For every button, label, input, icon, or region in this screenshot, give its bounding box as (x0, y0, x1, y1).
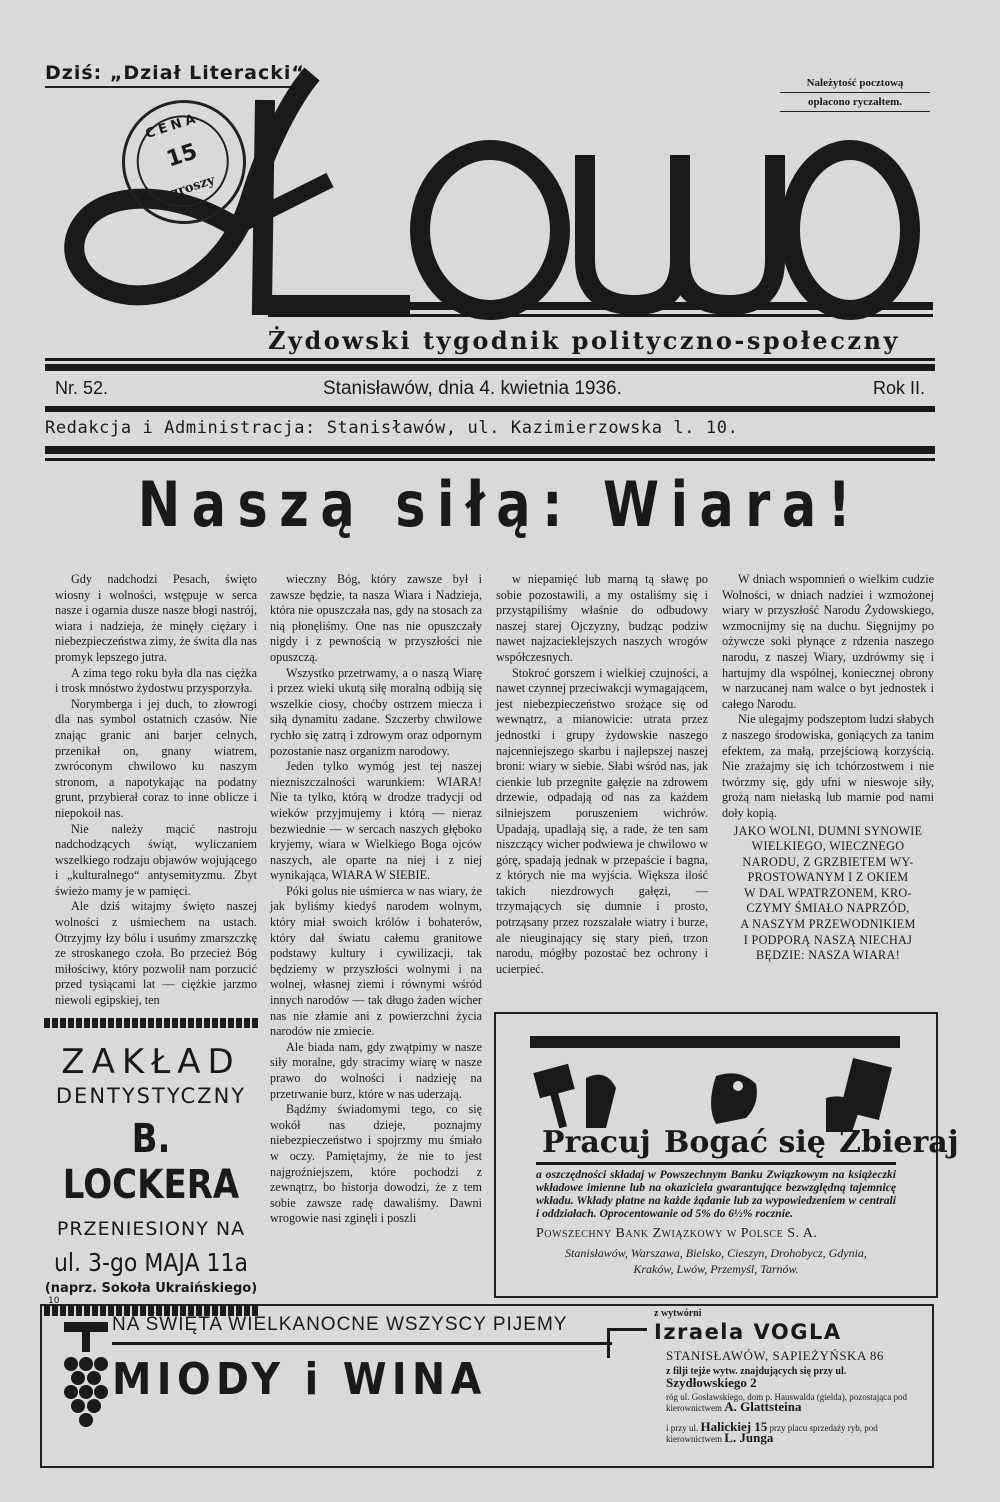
issue-year: Rok II. (872, 378, 925, 398)
issue-info-row (55, 378, 925, 404)
rule (607, 1328, 610, 1358)
ad-wines-headline: NA ŚWIĘTA WIELKANOCNE WSZYSCY PIJEMY (112, 1314, 568, 1335)
article-paragraph: Ale dziś witajmy święto naszej wolności z uśmiechem na ustach. Otrzyjmy łzy bólu i usuńmy zmarszczkę ze stroskanego czoła. Bo przecież Bóg miłościwy, który pozwolił nam porzucić przed tysiącami lat — ciężkie jarzmo niewoli egipskiej, ten (55, 899, 257, 1008)
ad-dental-address: ul. 3-go MAJA 11a (53, 1248, 249, 1277)
article-paragraph: wieczny Bóg, który zawsze był i zawsze będzie, ta nasza Wiara i Nadzieja, która nie opuszczała nas, gdy na stosach za nią płonęliśmy. One nas nie opuszczały nigdy i z pewnością w przyszłości nie opuszczą. (270, 572, 482, 664)
ad-wines-branch-c-text: i przy ul. (666, 1423, 699, 1433)
article-paragraph: Póki golus nie uśmierca w nas wiary, że jak byliśmy kiedyś narodem wolnym, który miał swoich królów i bohaterów, który dał światu całemu granitowe podstawy kultury i cywilizacji, tak będziemy w przyszłości wolnymi i na wolnej, własnej ziemi i równymi wśród innych narodów — tak długo żaden wicher nas nie złamie ani z powierzchni życia narodów nie zmiecie. (270, 883, 482, 1039)
article-column-1 (55, 572, 257, 1009)
ad-wines (40, 1304, 934, 1468)
ad-bank-cities-1: Stanisławów, Warszawa, Bielsko, Cieszyn, Drohobycz, Gdynia, (565, 1246, 867, 1260)
article-headline: Naszą siłą: Wiara! (137, 468, 863, 541)
article-paragraph: Gdy nadchodzi Pesach, święto wiosny i wolności, wstępuje w serca nasze i ogarnia dusze nasze błogi nastrój, wiara i nadzieja, że minęły ciężary i niebezpieczeństwa zimy, że świta dla nas promyk lepszego jutra. (55, 572, 257, 664)
ad-dental-line-4: PRZENIESIONY NA (56, 1218, 246, 1240)
ad-dental-code: 10 (48, 1296, 60, 1306)
stamp-currency: groszy (167, 172, 217, 202)
masthead-subtitle: Żydowski tygodnik polityczno-społeczny (268, 326, 900, 355)
ad-wines-branch-c (666, 1419, 926, 1445)
article-column-2 (270, 572, 482, 1227)
article-paragraph: W dniach wspomnień o wielkim cudzie Wolności, w dniach nadziei i wzmożonej wiary w przyszłość Narodu Żydowskiego, wzmocnijmy się na duchu. Sięgnijmy po ożywcze soki płynące z rdzenia naszego narodu, z naszej Wiary, uzdrówmy się i hartujmy dla wspólnej, koniecznej obrony w narzucanej nam walce o byt jednostek i całego Narodu. (722, 572, 934, 711)
ad-bank-slogan (496, 1042, 959, 1170)
rule (268, 314, 933, 317)
slogan-work: Pracuj (542, 1125, 651, 1160)
ad-wines-address: STANISŁAWÓW, SAPIEŻYŃSKA 86 (666, 1348, 884, 1363)
ad-bank (494, 1012, 959, 1298)
article-paragraph: Nie ulegajmy podszeptom ludzi słabych z naszego środowiska, goniących za tanim efektem, za małą, przejściową korzyścią. Nie zrażajmy się ich tchórzostwem i nie twórzmy się, gdy ufni w nieswoje siły, grożą nam niełaską lub marnie pod nami doły kopią. (722, 712, 934, 820)
ad-wines-branch-a (666, 1366, 926, 1390)
postage-line-2: opłacono ryczałtem. (780, 93, 930, 112)
ad-dental-clinic (40, 1018, 262, 1316)
ad-dental-landmark: (naprz. Sokoła Ukraińskiego) (44, 1281, 258, 1296)
ad-wines-from: z wytwórni (654, 1308, 702, 1319)
ad-wines-product: MIODY i WINA (112, 1354, 487, 1405)
rule (268, 302, 933, 310)
article-paragraph: Norymberga i jej duch, to złowrogi dla nas symbol ostatnich czasów. Nie znając granic ani barjer celnych, przenikał on, gnany wiatrem, zwróconym chwilowo ku naszym stronom, a napotykając na podatny grunt, przybierał coraz to inne oblicze i niepokoił nas. (55, 696, 257, 820)
postage-line-1: Należytość pocztową (780, 74, 930, 93)
ad-wines-branch-a-text: z filji tejże wytw. znajdujących się przy ul. (666, 1366, 847, 1377)
article-paragraph: Nie należy mącić nastroju nadchodzących świąt, wyliczaniem wszelkiego rodzaju objawów wojującego i „kulturalnego“ antysemityzmu. Zbyt świeżo mamy je w pamięci. (55, 821, 257, 898)
article-closing-call (722, 824, 934, 964)
article-paragraph: Ale biada nam, gdy zwątpimy w nasze siły moralne, gdy stracimy wiarę w nasze prawo do wolności i nadzieję na przetrwanie burz, które w nas uderzają. (270, 1039, 482, 1101)
ornament-border (44, 1018, 258, 1028)
rule (45, 446, 935, 454)
article-column-4 (722, 572, 934, 964)
ad-wines-branch-b-name: A. Glattsteina (724, 1399, 802, 1414)
ad-bank-text: a oszczędności składaj w Powszechnym Banku Związkowym na książeczki wkładowe imienne lub na okaziciela gwarantujące bezwzględną tajemnicę wkładu. Wkłady płatne na każde żądanie lub za wypowiedzeniem w centrali i oddziałach. Oprocentowanie od 5% do 6½% rocznie. (536, 1168, 896, 1220)
article-paragraph: Stokroć gorszem i wielkiej czujności, a nawet czynnej przeciwakcji wymagającem, jest niebezpieczeństwo srożące się od wewnątrz, a mianowicie: utrata przez jednostki i grupy żydowskie naszego najcenniejszego skarbu i najlepszej naszej broni: wiary w siebie. Słabi wśród nas, jak cienkie lub przegnite gałęzie na zdrowem drzewie, odpadają od nas za każdem silniejszem poruszeniem wichrów. Upadają, upadlają się, a rade, że ten sam niszczący wicher podwiewa je chwilowo w górę, spadają jednak w przepaście i bagna, z których nie ma wyjścia. Większa ilość takich niezdrowych gałęzi, — trzymających się dumnie i prosto, potrząsany przez rozszalałe wiatry i burze, ale nieuginający się stary pień, trzon narodu, mógłby pozostać bez ochrony i ucierpieć. (496, 665, 708, 976)
todays-section-label: Dziś: „Dział Literacki“ (45, 62, 305, 88)
rule (536, 1162, 896, 1165)
rule (45, 406, 935, 412)
stamp-price-value: 15 (163, 139, 201, 173)
article-paragraph: A zima tego roku była dla nas ciężka i trosk mnóstwo żydostwu przysporzyła. (55, 665, 257, 696)
issue-date: Stanisławów, dnia 4. kwietnia 1936. (323, 378, 622, 399)
rule (45, 364, 935, 371)
grapes-icon (56, 1320, 116, 1440)
editorial-address: Redakcja i Administracja: Stanisławów, ul. Kazimierzowska l. 10. (45, 418, 739, 438)
article-paragraph: Jeden tylko wymóg jest tej naszej niezniszczalności warunkiem: WIARA! Nie ta tylko, którą w drodze tradycji od wieków przyjmujemy i którą — nieraz bezwiednie — w sercach naszych głęboko kryjemy, wiara w Wielkiego Boga ojców naszych, ale oparte na niej i z niej wynikająca, WIARA W SIEBIE. (270, 759, 482, 883)
closing-line: JAKO WOLNI, DUMNI SYNOWIE WIELKIEGO, WIECZNEGO (733, 823, 923, 854)
ad-dental-line-1: ZAKŁAD (61, 1042, 241, 1082)
slogan-save: Zbieraj (839, 1125, 959, 1160)
ad-wines-branch-b-text: róg ul. Gosławskiego, dom p. Hauswalda (gielda), pozostająca pod kierownictwem (666, 1392, 907, 1413)
rule (45, 358, 935, 361)
closing-line: BĘDZIE: NASZA WIARA! (756, 948, 900, 963)
ad-bank-slogan-text (542, 1116, 959, 1161)
article-column-4-paragraphs (722, 572, 934, 822)
closing-line: NARODU, Z GRZBIETEM WY- (742, 854, 914, 869)
ad-wines-branch-c-name: L. Junga (724, 1430, 774, 1445)
closing-line: A NASZYM PRZEWODNIKIEM (740, 917, 916, 932)
rule (112, 1342, 612, 1345)
closing-line: I PODPORĄ NASZĄ NIECHAJ (743, 932, 913, 947)
issue-number: Nr. 52. (55, 378, 109, 398)
rule (607, 1328, 647, 1331)
ad-wines-maker: Izraela VOGLA (654, 1320, 842, 1344)
slogan-prosper: Bogać się (663, 1125, 826, 1160)
ad-wines-branch-b (666, 1392, 926, 1413)
rule (45, 458, 935, 461)
closing-line: W DAL WPATRZONEM, KRO- (744, 885, 912, 900)
article-paragraph: Bądźmy świadomymi tego, co się wokół nas dzieje, poznajmy niebezpieczeństwo i spojrzmy mu śmiało w oczy. Pamiętajmy, że nie to jest najgroźniejszem, które pochodzi z zewnątrz, bo historja dowodzi, że z tem sobie zawsze radę dawaliśmy. Dawni wrogowie nasi zginęli i poszli (270, 1102, 482, 1226)
ad-wines-branch-c-street: Halickiej 15 (700, 1419, 768, 1434)
ad-dental-name: B. LOCKERA (62, 1116, 240, 1208)
article-paragraph: w niepamięć lub marną tą sławę po sobie pozostawili, a my ostaliśmy się i przystąpiliśmy właśnie do odbudowy naszej starej Ojczyzny, budząc podziw nawet najzacieklejszych naszych wrogów współczesnych. (496, 572, 708, 664)
stamp-price-label: CENA (143, 110, 202, 143)
closing-line: PROSTOWANYM I Z OKIEM (747, 870, 909, 885)
ad-dental-line-2: DENTYSTYCZNY (55, 1084, 247, 1108)
ad-wines-branch-a-street: Szydłowskiego 2 (666, 1375, 757, 1390)
article-column-3 (496, 572, 708, 977)
ad-wines-branch-c-note: przy placu sprzedaży ryb, pod kierownictwem (666, 1423, 878, 1444)
ad-bank-cities-2: Kraków, Lwów, Przemyśl, Tarnów. (633, 1262, 799, 1276)
closing-line: CZYMY ŚMIAŁO NAPRZÓD, (746, 901, 910, 916)
article-paragraph: Wszystko przetrwamy, a o naszą Wiarę i przez wieki ukutą siłę moralną odbiją się wszelkie ciosy, choćby ostrzem miecza i siłą dynamitu zadane. Szczerby chwilowe rychło się zatrą i zdrowym oraz odpornym pozostanie nasz organizm narodowy. (270, 665, 482, 758)
ad-bank-name: Powszechny Bank Związkowy w Polsce S. A. (536, 1226, 818, 1241)
